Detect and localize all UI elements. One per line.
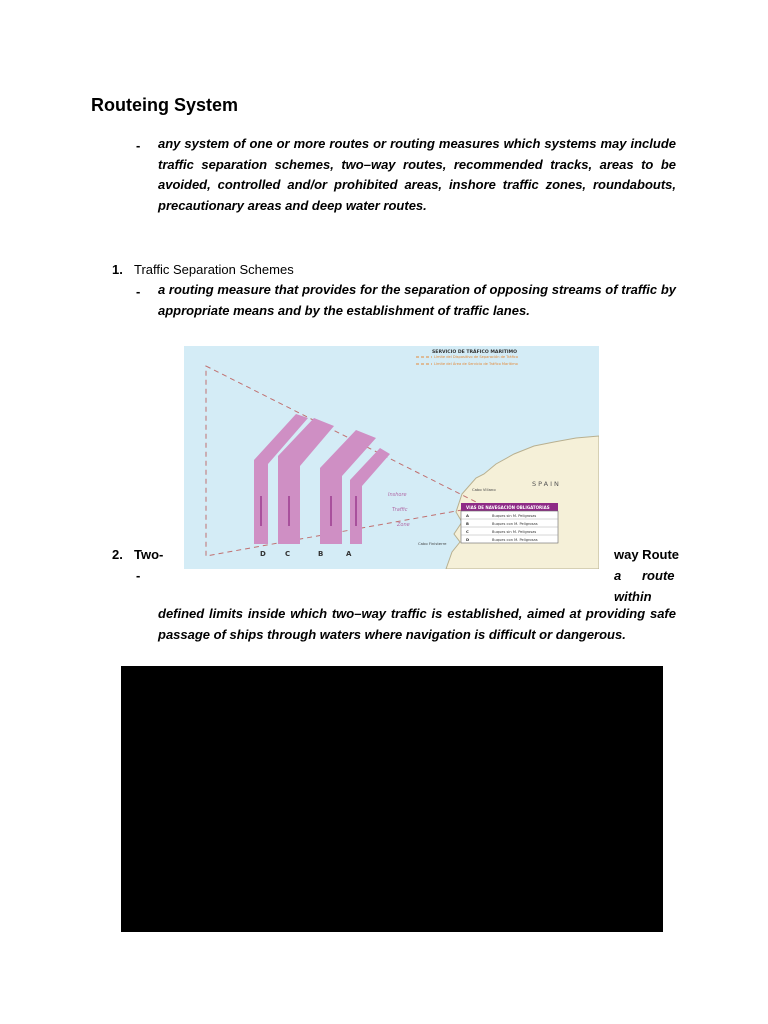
intro-bullet: - [136,138,141,153]
map-header: SERVICIO DE TRÁFICO MARITIMO [432,350,518,355]
map-lane-label-d: D [260,550,266,558]
lane-b [320,430,376,544]
section-2-title-left: Two- [134,547,164,562]
traffic-separation-map [184,346,599,569]
map-lane-label-c: C [285,550,291,558]
map-graphic [184,346,599,569]
map-inshore-3: Zone [397,522,410,528]
map-table-code: A [466,513,469,518]
map-table-code: D [466,537,470,542]
section-1-bullet: - [136,284,141,299]
map-country: SPAIN [532,480,561,488]
map-cape-south: Cabo Finisterre [418,541,447,546]
intro-definition: any system of one or more routes or routing measures which systems may include traffic separation schemes, two–way routes, recommended tracks, areas to be avoided, controlled and/or prohibited areas, inshore traffic zones, roundabouts, precautionary areas and deep water routes. [158,136,676,213]
map-table-desc: Buques sin M. Peligrosas [492,514,537,518]
map-table-desc: Buques con M. Peligrosas [492,538,538,542]
section-2-number: 2. [112,547,123,562]
section-2-fragment: a [614,568,622,583]
section-2-title-right: way Route [614,547,680,562]
map-legend-2: Límite del Área de Servicio de Tráfico Marítimo [434,362,518,366]
map-table-desc: Buques sin M. Peligrosas [492,530,537,534]
map-table-code: B [466,521,469,526]
map-lane-label-a: A [346,550,352,558]
section-2-definition: defined limits inside which two–way traffic is established, aimed at providing safe passage of ships through waters where navigation is difficult or dangerous. [158,606,676,642]
page-title: Routeing System [91,95,239,115]
section-1-number: 1. [112,262,123,277]
section-1-definition: a routing measure that provides for the separation of opposing streams of traffic by appropriate means and by the establishment of traffic lanes. [158,282,676,318]
black-image-placeholder [121,666,663,932]
map-legend-1: Límite del Dispositivo de Separación de Tráfico [434,355,519,359]
section-2-fragment: within [614,589,652,604]
section-2-bullet: - [136,568,141,583]
spain-coastline [446,436,599,569]
map-table-desc: Buques con M. Peligrosas [492,522,538,526]
section-1-title: Traffic Separation Schemes [134,262,294,277]
map-cape-north: Cabo Villano [472,487,496,492]
map-inshore-1: Inshore [388,492,407,498]
map-table-title: VIAS DE NAVEGACIÓN OBLIGATORIAS [466,505,550,510]
map-lane-label-b: B [318,550,324,558]
section-2-fragment: route [642,568,675,583]
map-inshore-2: Traffic [392,507,408,513]
map-table-code: C [466,529,469,534]
